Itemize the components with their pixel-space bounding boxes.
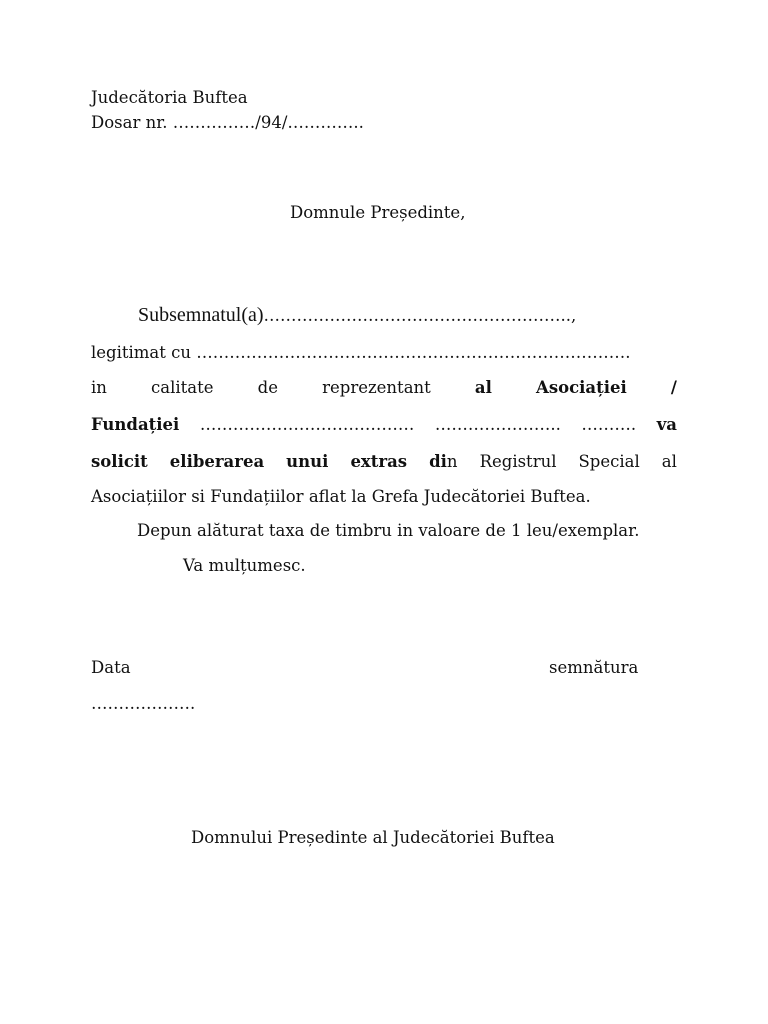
body-line-7: Depun alăturat taxa de timbru in valoare de 1 leu/exemplar.: [137, 521, 640, 540]
word-din-tail: n: [446, 452, 458, 471]
word: al: [474, 378, 492, 397]
word: eliberarea: [169, 452, 265, 471]
body-line-3: [91, 378, 677, 397]
body-line-2: legitimat cu …………………………………………………………………….: [91, 343, 631, 362]
word: Special: [578, 452, 640, 471]
blank-dots: …………………..: [434, 415, 561, 434]
word: extras: [350, 452, 408, 471]
date-blank: ……………….: [91, 694, 196, 713]
word-din-bold: di: [429, 452, 447, 471]
file-number: Dosar nr. ……………/94/…………..: [91, 113, 364, 132]
word: in: [91, 378, 107, 397]
signature-label: semnătura: [549, 658, 639, 677]
subsemnatul-label: Subsemnatul(a): [138, 304, 264, 326]
word: unui: [286, 452, 329, 471]
blank-dots: ……….: [581, 415, 637, 434]
salutation: Domnule Președinte,: [290, 203, 466, 222]
body-line-1: [138, 304, 576, 327]
word: Registrul: [479, 452, 557, 471]
word: Fundației: [91, 415, 180, 434]
word: Asociației: [536, 378, 627, 397]
word: /: [670, 378, 677, 397]
word: reprezentant: [322, 378, 431, 397]
body-line-6: Asociațiilor si Fundațiilor aflat la Grefa Judecătoriei Buftea.: [91, 487, 591, 506]
addressee: Domnului Președinte al Judecătoriei Buftea: [191, 828, 555, 847]
date-label: Data: [91, 658, 131, 677]
word: al: [661, 452, 677, 471]
thanks-line: Va mulțumesc.: [183, 556, 306, 575]
word: calitate: [151, 378, 214, 397]
name-blank: ………………………………………………..,: [263, 306, 577, 325]
word: va: [656, 415, 677, 434]
body-line-5: [91, 452, 677, 471]
word-din: [429, 452, 457, 471]
blank-dots: …………………………………: [199, 415, 415, 434]
word: de: [257, 378, 278, 397]
body-line-4: [91, 415, 677, 434]
word: solicit: [91, 452, 148, 471]
court-name: Judecătoria Buftea: [91, 88, 248, 107]
